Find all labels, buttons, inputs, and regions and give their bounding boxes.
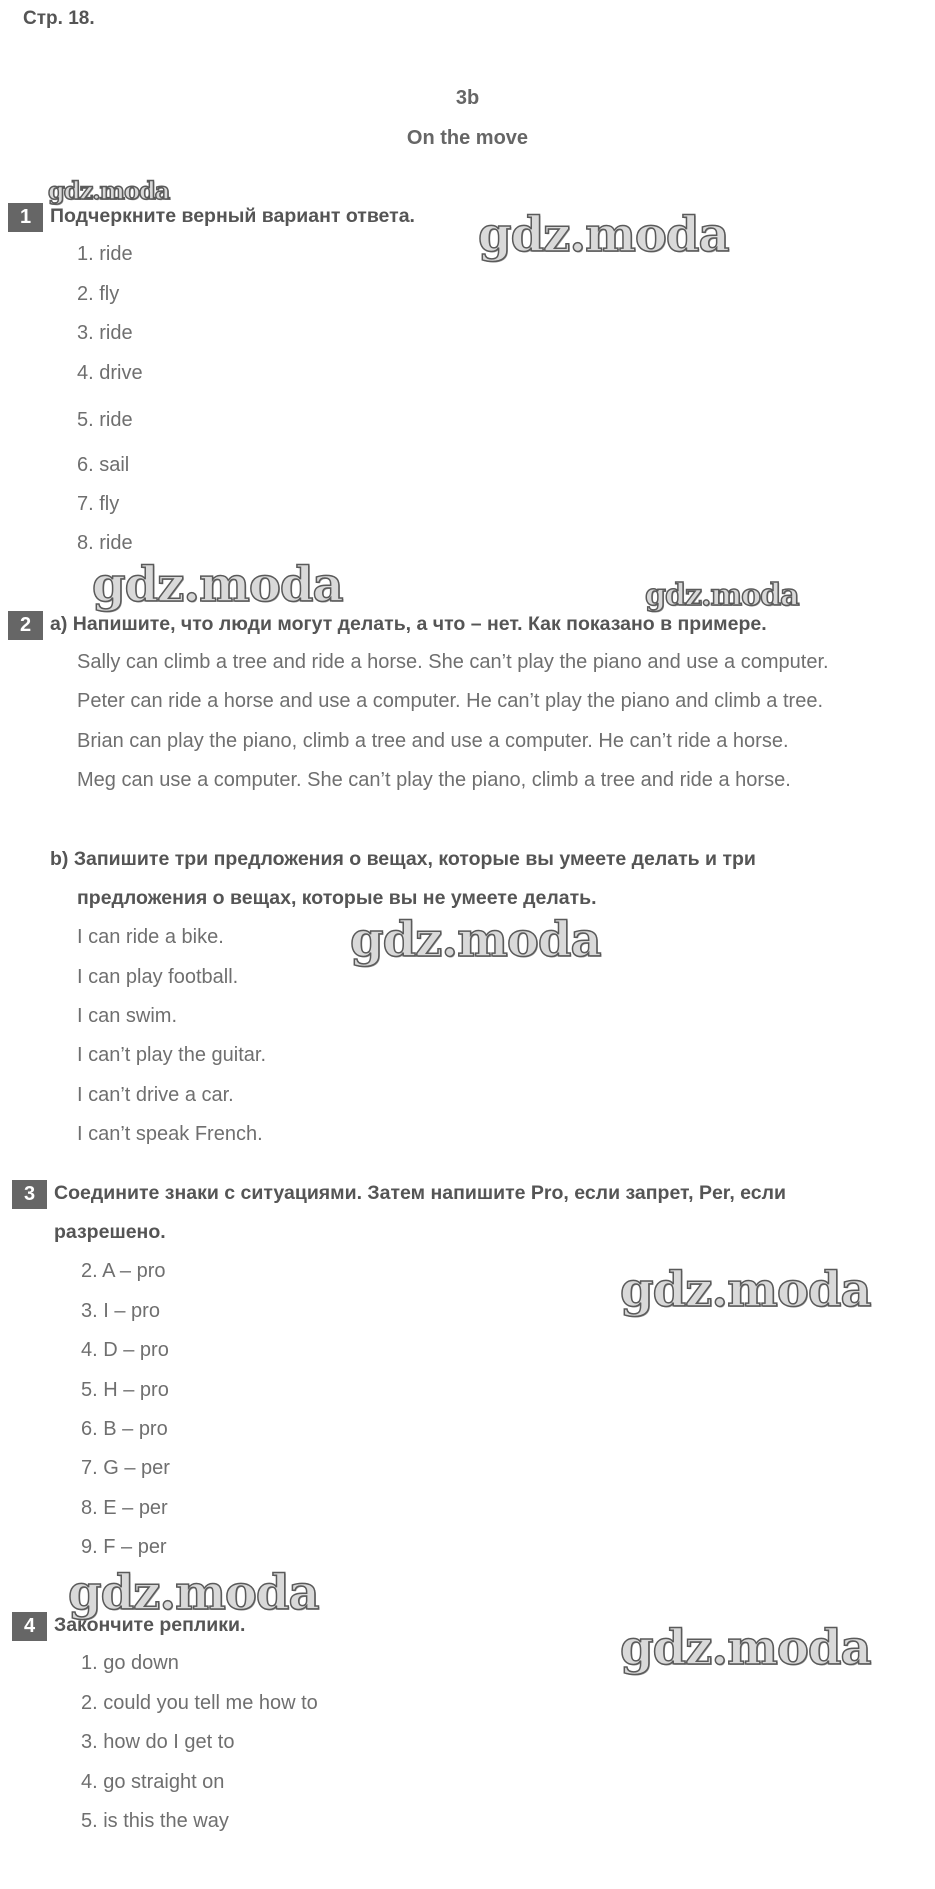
answer-item: 2. fly <box>77 283 120 305</box>
answer-item: Meg can use a computer. She can’t play the piano, climb a tree and ride a horse. <box>77 769 791 791</box>
answer-item: 8. E – per <box>81 1497 168 1519</box>
answer-item: I can ride a bike. <box>77 926 224 948</box>
answer-item: I can’t speak French. <box>77 1123 263 1145</box>
answer-item: Sally can climb a tree and ride a horse. She can’t play the piano and use a computer. <box>77 651 829 673</box>
answer-item: 3. ride <box>77 322 133 344</box>
answer-item: 7. fly <box>77 493 120 515</box>
answer-item: 4. drive <box>77 362 143 384</box>
task-number-badge: 4 <box>12 1612 47 1641</box>
answer-item: 8. ride <box>77 532 133 554</box>
task-instruction: b) Запишите три предложения о вещах, которые вы умеете делать и три <box>50 848 756 870</box>
task-instruction: Соедините знаки с ситуациями. Затем напишите Pro, если запрет, Per, если <box>54 1182 786 1204</box>
answer-item: 5. is this the way <box>81 1810 229 1832</box>
watermark: gdz.moda <box>478 207 729 263</box>
task-instruction: Закончите реплики. <box>54 1614 246 1636</box>
watermark: gdz.moda <box>92 557 343 613</box>
answer-item: 1. ride <box>77 243 133 265</box>
answer-item: Peter can ride a horse and use a computer. He can’t play the piano and climb a tree. <box>77 690 823 712</box>
task-number-badge: 2 <box>8 611 43 640</box>
answer-item: 2. A – pro <box>81 1260 166 1282</box>
answer-item: 6. sail <box>77 454 130 476</box>
answer-item: 5. ride <box>77 409 133 431</box>
answer-item: I can’t play the guitar. <box>77 1044 267 1066</box>
answer-item: 1. go down <box>81 1652 179 1674</box>
answer-item: 2. could you tell me how to <box>81 1692 318 1714</box>
answer-item: 3. I – pro <box>81 1300 160 1322</box>
watermark: gdz.moda <box>620 1620 871 1676</box>
task-number-badge: 1 <box>8 203 43 232</box>
answer-item: I can swim. <box>77 1005 178 1027</box>
answer-item: 5. H – pro <box>81 1379 169 1401</box>
answer-item: I can’t drive a car. <box>77 1084 234 1106</box>
watermark: gdz.moda <box>68 1565 319 1621</box>
watermark: gdz.moda <box>645 578 799 613</box>
answer-item: I can play football. <box>77 966 239 988</box>
answer-item: 4. go straight on <box>81 1771 225 1793</box>
unit-number: 3b <box>455 87 480 109</box>
task-instruction: разрешено. <box>54 1221 166 1243</box>
answer-item: 3. how do I get to <box>81 1731 235 1753</box>
watermark: gdz.moda <box>48 176 170 205</box>
task-instruction: Подчеркните верный вариант ответа. <box>50 205 415 227</box>
watermark: gdz.moda <box>620 1262 871 1318</box>
task-instruction: a) Напишите, что люди могут делать, а что – нет. Как показано в примере. <box>50 613 767 635</box>
page-number: Стр. 18. <box>23 8 95 29</box>
answer-item: 6. B – pro <box>81 1418 168 1440</box>
task-number-badge: 3 <box>12 1180 47 1209</box>
answer-item: 7. G – per <box>81 1457 170 1479</box>
watermark: gdz.moda <box>350 912 601 968</box>
answer-item: 4. D – pro <box>81 1339 169 1361</box>
answer-item: Brian can play the piano, climb a tree and use a computer. He can’t ride a horse. <box>77 730 789 752</box>
answer-item: 9. F – per <box>81 1536 167 1558</box>
unit-title: On the move <box>406 127 529 149</box>
task-instruction: предложения о вещах, которые вы не умеете делать. <box>77 887 597 909</box>
